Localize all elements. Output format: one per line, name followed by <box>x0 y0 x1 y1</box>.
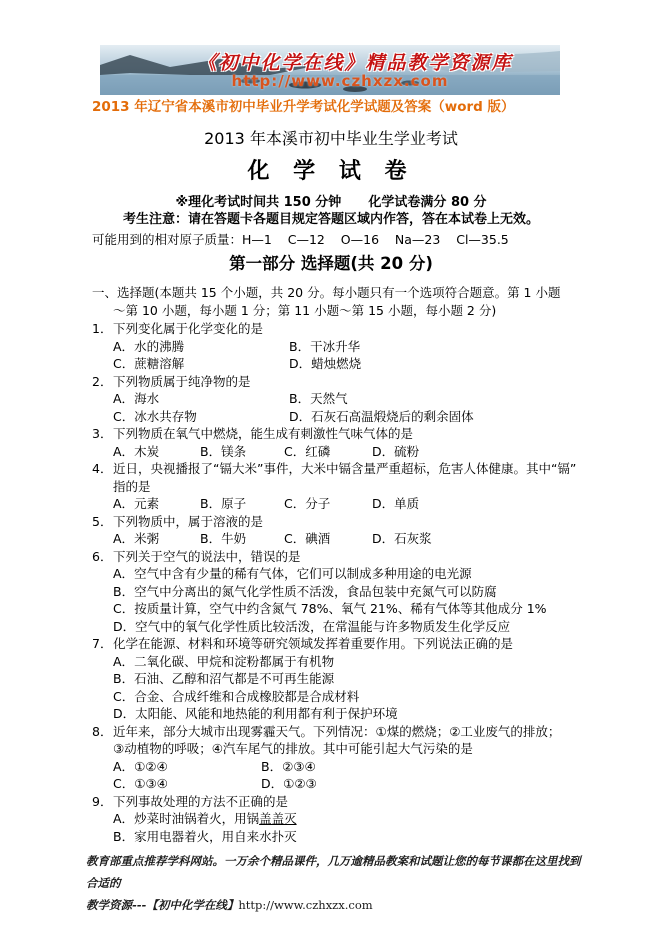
question-stem-text: 化学在能源、材料和环境等研究领域发挥着重要作用。下列说法正确的是 <box>113 636 514 651</box>
option-text: 蔗糖溶解 <box>134 356 185 371</box>
option-text: 米粥 <box>134 531 160 546</box>
option <box>113 390 289 408</box>
option-text: 碘酒 <box>305 531 331 546</box>
document-title: 2013 年辽宁省本溪市初中毕业升学考试化学试题及答案（word 版） <box>92 99 515 115</box>
option <box>113 758 261 776</box>
option <box>113 810 570 828</box>
question-stem-line <box>92 793 570 811</box>
option <box>113 565 570 583</box>
question-stem-text: 近年来，部分大城市出现雾霾天气。下列情况：①煤的燃烧；②工业废气的排放； <box>113 723 561 739</box>
atomic-masses-line: 可能用到的相对原子质量：H—1 C—12 O—16 Na—23 Cl—35.5 <box>92 232 509 247</box>
question-stem-text: 近日，央视播报了“镉大米”事件，大米中镉含量严重超标，危害人体健康。其中“镉” <box>113 461 577 476</box>
question-stem-text: 下列物质在氧气中燃烧，能生成有刺激性气味气体的是 <box>113 426 414 441</box>
option <box>200 443 284 461</box>
option-label: B． <box>289 338 311 354</box>
question-stem-text: ③动植物的呼吸；④汽车尾气的排放。其中可能引起大气污染的是 <box>113 741 473 756</box>
option <box>113 583 570 601</box>
question-stem-line <box>92 740 570 758</box>
question-item <box>92 425 570 460</box>
option-label: A． <box>113 531 135 546</box>
option-label: B． <box>113 671 135 686</box>
option-text: 原子 <box>221 496 247 511</box>
option-label: B． <box>113 828 135 844</box>
question-options <box>92 443 570 461</box>
option-label: B． <box>261 758 283 774</box>
footer-site-url: http://www.czhxzx.com <box>238 898 373 912</box>
question-options <box>92 758 570 793</box>
candidate-attention-notice: 考生注意：请在答题卡各题目规定答题区域内作答，答在本试卷上无效。 <box>122 212 539 227</box>
option-label: D． <box>261 776 284 791</box>
option-text: 单质 <box>394 496 420 511</box>
page-footer <box>86 850 586 916</box>
question-number: 3． <box>92 426 113 441</box>
option <box>113 775 261 793</box>
question-stem-line <box>92 320 570 338</box>
option-text: 木炭 <box>134 443 160 459</box>
question-item <box>92 793 570 846</box>
question-stem-text: 指的是 <box>113 478 151 494</box>
question-options <box>92 390 570 425</box>
option-text: 水的沸腾 <box>134 338 185 354</box>
exam-title: 2013 年本溪市初中毕业生学业考试 <box>204 129 458 148</box>
option-text: 分子 <box>305 496 331 511</box>
question-stem-line <box>92 425 570 443</box>
option <box>372 495 570 513</box>
option <box>113 495 200 513</box>
option-label: C． <box>113 408 135 424</box>
option-text: ①②③ <box>283 776 317 791</box>
option-text: 空气中含有少量的稀有气体，它们可以制成多种用途的电光源 <box>134 566 472 581</box>
question-stem-line <box>92 373 570 391</box>
option-label: A． <box>113 758 135 774</box>
option-label: D． <box>113 618 136 634</box>
option <box>200 530 284 548</box>
question-stem-text: 下列事故处理的方法不正确的是 <box>113 793 289 809</box>
option <box>113 355 289 373</box>
option-label: A． <box>113 338 135 354</box>
option-text: 冰水共存物 <box>134 408 197 424</box>
question-stem-line <box>92 635 570 653</box>
option <box>113 338 289 356</box>
option-text: ②③④ <box>282 758 316 774</box>
option-label: D． <box>372 531 395 546</box>
question-number: 6． <box>92 548 113 564</box>
option-label: B． <box>113 583 135 599</box>
option <box>113 670 570 688</box>
option-label: A． <box>113 653 135 669</box>
question-stem-text: 下列物质属于纯净物的是 <box>113 373 251 389</box>
option <box>113 443 200 461</box>
question-item <box>92 513 570 548</box>
option-text: 石油、乙醇和沼气都是不可再生能源 <box>134 671 335 686</box>
question-item <box>92 635 570 723</box>
question-number: 7． <box>92 636 113 651</box>
option-label: D． <box>289 356 312 371</box>
document-content <box>92 98 577 845</box>
question-stem-line <box>92 723 570 741</box>
question-stem-line <box>92 460 577 478</box>
option-label: D． <box>372 496 395 511</box>
option-label: B． <box>200 531 222 546</box>
banner-site-title: 《初中化学在线》精品教学资源库 <box>197 52 513 74</box>
paper-title: 化 学 试 卷 <box>247 158 415 184</box>
option-label: D． <box>113 706 136 721</box>
question-stem-text: 下列物质中，属于溶液的是 <box>113 513 264 529</box>
footer-line <box>86 894 586 916</box>
section-instructions <box>92 284 570 320</box>
question-options <box>92 653 570 723</box>
option <box>113 618 570 636</box>
option-text: 干冰升华 <box>310 338 361 354</box>
option-text: 炒菜时油锅着火，用锅 <box>134 811 260 826</box>
option-label: C． <box>284 443 306 459</box>
option <box>113 408 289 426</box>
option <box>113 705 570 723</box>
section-title: 第一部分 选择题(共 20 分) <box>229 254 433 273</box>
questions <box>92 320 577 845</box>
option <box>372 530 570 548</box>
banner-image <box>100 45 560 95</box>
option-text: 元素 <box>134 496 160 511</box>
option-text: 蜡烛燃烧 <box>311 356 362 371</box>
option <box>261 758 570 776</box>
footer-line: 教育部重点推荐学科网站。一万余个精品课件，几万逾精品教案和试题让您的每节课都在这里找到合适的 <box>86 854 581 890</box>
option <box>284 495 372 513</box>
option-label: A． <box>113 496 135 511</box>
footer-site-label: 教学资源---【初中化学在线】 <box>86 898 239 912</box>
question-options <box>92 810 570 845</box>
option-text: 二氧化碳、甲烷和淀粉都属于有机物 <box>134 653 335 669</box>
question-number: 4． <box>92 461 113 476</box>
option <box>113 828 570 846</box>
option-text: 按质量计算，空气中约含氮气 78%、氧气 21%、稀有气体等其他成分 1% <box>134 601 547 616</box>
option-label: B． <box>200 443 222 459</box>
option <box>113 688 570 706</box>
option-text: 家用电器着火，用自来水扑灭 <box>134 828 297 844</box>
option-text: 硫粉 <box>394 443 420 459</box>
option-label: A． <box>113 391 135 406</box>
question-stem-line <box>92 478 570 496</box>
question-item <box>92 320 570 373</box>
option-label: C． <box>113 601 135 616</box>
option-label: A． <box>113 443 135 459</box>
option-text: ①②④ <box>134 758 168 774</box>
banner-site-url: http://www.czhxzx.com <box>231 72 449 90</box>
option-text: 镁条 <box>221 443 247 459</box>
option-text: 空气中的氧气化学性质比较活泼，在常温能与许多物质发生化学反应 <box>135 618 511 634</box>
option-label: A． <box>113 811 135 826</box>
question-number: 2． <box>92 373 113 389</box>
option <box>284 443 372 461</box>
exam-time-score-notice: ※理化考试时间共 150 分钟 化学试卷满分 80 分 <box>175 195 487 210</box>
option-label: D． <box>289 408 312 424</box>
question-stem-text: 下列变化属于化学变化的是 <box>113 321 264 336</box>
question-item <box>92 723 570 793</box>
question-options <box>92 495 570 513</box>
option-label: C． <box>284 531 306 546</box>
option-text: 天然气 <box>310 391 348 406</box>
option-text: 红磷 <box>305 443 331 459</box>
option-text: 牛奶 <box>221 531 247 546</box>
option-text-underlined: 盖盖灭 <box>259 811 297 826</box>
question-stem-line <box>92 513 570 531</box>
option-label: C． <box>113 688 135 704</box>
option-text: 海水 <box>134 391 160 406</box>
option <box>289 338 570 356</box>
option <box>289 408 570 426</box>
question-options <box>92 530 570 548</box>
option <box>284 530 372 548</box>
question-stem-text: 下列关于空气的说法中，错误的是 <box>113 548 301 564</box>
question-options <box>92 338 570 373</box>
option <box>113 530 200 548</box>
option-text: 太阳能、风能和地热能的利用都有利于保护环境 <box>135 706 398 721</box>
option <box>113 653 570 671</box>
question-number: 5． <box>92 513 113 529</box>
option-label: A． <box>113 566 135 581</box>
option-text: 合金、合成纤维和合成橡胶都是合成材料 <box>134 688 360 704</box>
instruction-line: ～第 10 小题，每小题 1 分；第 11 小题～第 15 小题，每小题 2 分) <box>113 303 497 318</box>
option <box>289 355 570 373</box>
question-number: 9． <box>92 793 113 809</box>
option-text: 空气中分离出的氮气化学性质不活泼，食品包装中充氮气可以防腐 <box>134 583 497 599</box>
option-label: C． <box>113 776 135 791</box>
option <box>289 390 570 408</box>
option-label: C． <box>284 496 306 511</box>
question-options <box>92 565 570 635</box>
question-stem-line <box>92 548 570 566</box>
instruction-line: 一、选择题(本题共 15 个小题，共 20 分。每小题只有一个选项符合题意。第 1 小题 <box>92 285 561 300</box>
question-item <box>92 373 570 426</box>
option-label: B． <box>200 496 222 511</box>
question-item <box>92 548 570 636</box>
option-text: ①③④ <box>134 776 168 791</box>
question-item <box>92 460 577 513</box>
option-label: D． <box>372 443 395 459</box>
option <box>261 775 570 793</box>
option <box>113 600 570 618</box>
option-label: B． <box>289 391 311 406</box>
question-number: 1． <box>92 321 113 336</box>
option <box>200 495 284 513</box>
option-text: 石灰浆 <box>394 531 432 546</box>
question-number: 8． <box>92 723 113 739</box>
option-text: 石灰石高温煅烧后的剩余固体 <box>311 408 474 424</box>
option <box>372 443 570 461</box>
option-label: C． <box>113 356 135 371</box>
